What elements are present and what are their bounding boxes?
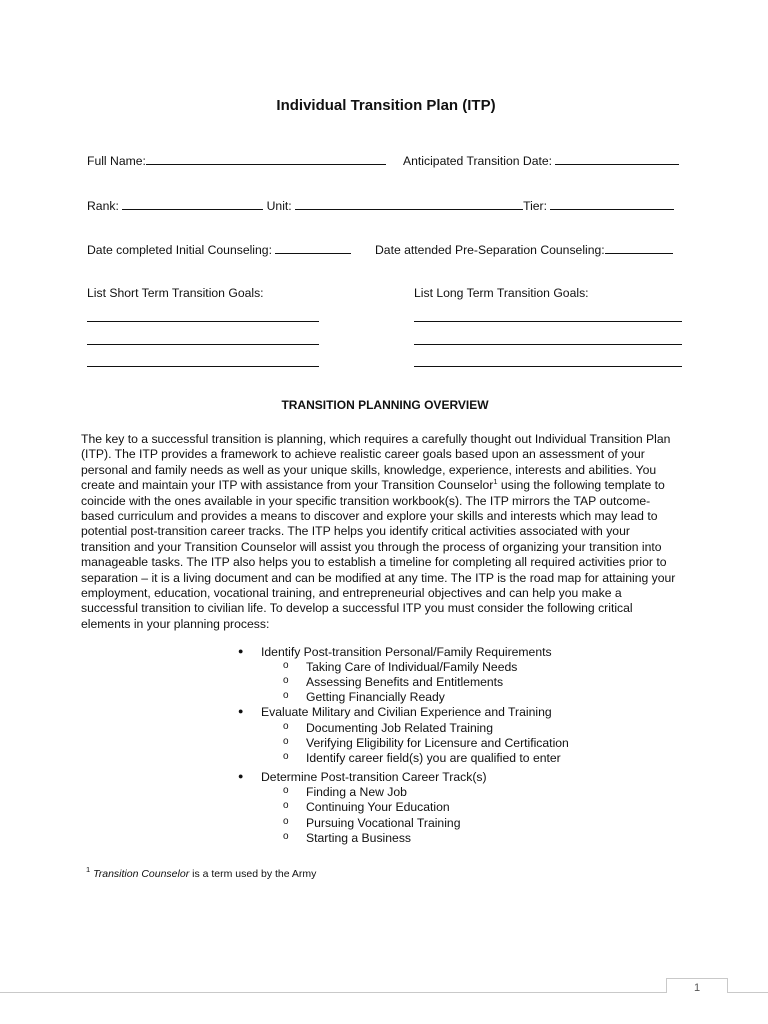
sub-list-item: Identify career field(s) you are qualified to enter [306, 751, 561, 765]
short-goal-line[interactable] [87, 321, 319, 322]
full-name-label: Full Name: [87, 154, 146, 168]
preseparation-label: Date attended Pre-Separation Counseling: [375, 243, 605, 257]
paragraph-line: separation – it is a living document and can be modified at any time. The ITP is the road map for attaining your [81, 570, 676, 585]
unit-label: Unit: [266, 199, 292, 213]
sub-list-item: Finding a New Job [306, 785, 407, 799]
sub-list-item: Documenting Job Related Training [306, 721, 493, 735]
paragraph-line: based curriculum and provides a means to discover and explore your skills and interests which may lead to [81, 509, 658, 524]
sub-list-item: Getting Financially Ready [306, 690, 445, 704]
page-number: 1 [693, 982, 701, 994]
short-goal-line[interactable] [87, 344, 319, 345]
circle-bullet-icon: o [283, 800, 289, 811]
footnote-mark: 1 [86, 865, 91, 874]
rank-label: Rank: [87, 199, 119, 213]
footnote-ref: 1 [493, 477, 498, 487]
paragraph-line: employment, education, vocational training, and entrepreneurial objectives and can help you make a [81, 586, 622, 601]
sub-list-item: Continuing Your Education [306, 800, 450, 814]
list-item: Evaluate Military and Civilian Experience and Training [261, 705, 552, 719]
preseparation-field[interactable] [605, 241, 673, 254]
circle-bullet-icon: o [283, 690, 289, 701]
circle-bullet-icon: o [283, 751, 289, 762]
paragraph-line: (ITP). The ITP provides a framework to achieve realistic career goals based upon an assessment of your [81, 447, 645, 462]
paragraph-line: potential post-transition career tracks. The ITP helps you identify critical activities associated with your [81, 524, 630, 539]
list-item: Determine Post-transition Career Track(s) [261, 770, 487, 784]
long-goal-line[interactable] [414, 366, 682, 367]
initial-counseling-label: Date completed Initial Counseling: [87, 243, 272, 257]
rank-field[interactable] [122, 197, 263, 210]
sub-list-item: Verifying Eligibility for Licensure and Certification [306, 736, 569, 750]
initial-counseling-row [87, 241, 351, 257]
sub-list-item: Starting a Business [306, 831, 412, 845]
paragraph-line: The key to a successful transition is planning, which requires a carefully thought out Individual Transition Plan [81, 432, 671, 446]
list-item: Identify Post-transition Personal/Family Requirements [261, 645, 552, 659]
footnote-term: Transition Counselor [93, 868, 190, 880]
circle-bullet-icon: o [283, 816, 289, 827]
circle-bullet-icon: o [283, 675, 289, 686]
tier-field[interactable] [550, 197, 674, 210]
paragraph-line: personal and family needs as well as your unique skills, knowledge, experience, interests and abilities. You [81, 462, 657, 477]
paragraph-line: successful transition to civilian life. To develop a successful ITP you must consider the following critical [81, 601, 633, 616]
sub-list-item: Pursuing Vocational Training [306, 816, 461, 830]
long-goal-line[interactable] [414, 344, 682, 345]
transition-date-row [403, 152, 679, 168]
paragraph-line: coincide with the ones available in your specific transition workbook(s). The ITP mirrors the TAP outcome- [81, 493, 651, 508]
footer-rule [0, 992, 768, 993]
long-goals-label: List Long Term Transition Goals: [414, 286, 589, 300]
rank-unit-tier-row [87, 197, 674, 213]
transition-date-label: Anticipated Transition Date: [403, 154, 553, 168]
circle-bullet-icon: o [283, 660, 289, 671]
tier-label: Tier: [523, 199, 548, 213]
sub-list-item: Taking Care of Individual/Family Needs [306, 660, 518, 674]
short-goal-line[interactable] [87, 366, 319, 367]
paragraph-line: manageable tasks. The ITP also helps you to establish a timeline for completing all required activities prior to [81, 555, 667, 570]
overview-paragraph [81, 432, 701, 632]
document-title: Individual Transition Plan (ITP) [276, 97, 496, 114]
paragraph-line: elements in your planning process: [81, 616, 270, 631]
full-name-row [87, 152, 386, 168]
preseparation-row [375, 241, 673, 257]
circle-bullet-icon: o [283, 736, 289, 747]
short-goals-label: List Short Term Transition Goals: [87, 286, 264, 300]
bullet-icon: ● [238, 646, 244, 656]
sub-list-item: Assessing Benefits and Entitlements [306, 675, 504, 689]
bullet-icon: ● [238, 771, 244, 781]
initial-counseling-field[interactable] [275, 241, 351, 254]
paragraph-line: create and maintain your ITP with assistance from your Transition Counselor$^1$ using the following template to [81, 477, 665, 493]
long-goal-line[interactable] [414, 321, 682, 322]
circle-bullet-icon: o [283, 785, 289, 796]
overview-heading: TRANSITION PLANNING OVERVIEW [281, 398, 489, 412]
circle-bullet-icon: o [283, 831, 289, 842]
transition-date-field[interactable] [555, 152, 679, 165]
full-name-field[interactable] [146, 152, 386, 165]
footnote [86, 865, 317, 880]
paragraph-line: transition and your Transition Counselor will assist you through the process of organizing your transition into [81, 539, 662, 554]
bullet-icon: ● [238, 706, 244, 716]
footnote-text: is a term used by the Army [189, 868, 317, 880]
unit-field[interactable] [295, 197, 523, 210]
circle-bullet-icon: o [283, 721, 289, 732]
